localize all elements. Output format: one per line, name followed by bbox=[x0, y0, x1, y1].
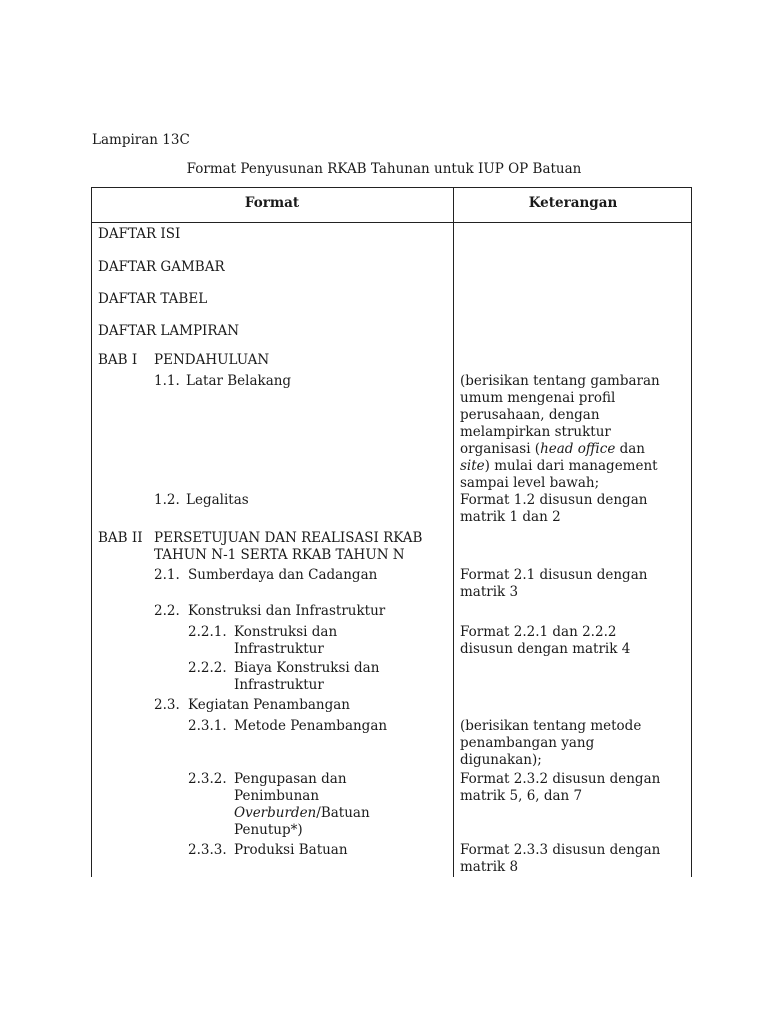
s233-number: 2.3.3. bbox=[188, 842, 227, 858]
document-title: Format Penyusunan RKAB Tahunan untuk IUP OP Batuan bbox=[186, 161, 582, 177]
s232-title: Pengupasan dan Penimbunan Overburden/Batuan Penutup*) bbox=[234, 771, 370, 838]
s22-number: 2.2. bbox=[154, 603, 180, 619]
s21-number: 2.1. bbox=[154, 567, 180, 583]
s222-title: Biaya Konstruksi dan Infrastruktur bbox=[234, 660, 380, 693]
s232-note: Format 2.3.2 disusun dengan matrik 5, 6, dan 7 bbox=[460, 771, 661, 804]
s233-title: Produksi Batuan bbox=[234, 842, 348, 858]
s231-title: Metode Penambangan bbox=[234, 718, 388, 734]
s221-number: 2.2.1. bbox=[188, 624, 227, 640]
s221-title: Konstruksi dan Infrastruktur bbox=[234, 624, 338, 657]
bab2-title: PERSETUJUAN DAN REALISASI RKAB TAHUN N-1 SERTA RKAB TAHUN N bbox=[154, 530, 423, 563]
s222-number: 2.2.2. bbox=[188, 660, 227, 676]
s21-title: Sumberdaya dan Cadangan bbox=[188, 567, 378, 583]
s12-note: Format 1.2 disusun dengan matrik 1 dan 2 bbox=[460, 492, 648, 525]
page-label: Lampiran 13C bbox=[92, 132, 190, 148]
s11-note: (berisikan tentang gambaran umum mengenai profil perusahaan, dengan melampirkan struktur organisasi (head office dan site) mulai dari management sampai level bawah; bbox=[460, 373, 660, 491]
s231-number: 2.3.1. bbox=[188, 718, 227, 734]
s22-title: Konstruksi dan Infrastruktur bbox=[188, 603, 386, 619]
s12-title: Legalitas bbox=[186, 492, 249, 508]
item-daftar-gambar: DAFTAR GAMBAR bbox=[98, 259, 225, 275]
s12-number: 1.2. bbox=[154, 492, 180, 508]
bab2-number: BAB II bbox=[98, 530, 143, 546]
s233-note: Format 2.3.3 disusun dengan matrik 8 bbox=[460, 842, 661, 875]
header-rule bbox=[91, 222, 692, 223]
item-daftar-lampiran: DAFTAR LAMPIRAN bbox=[98, 323, 240, 339]
s11-number: 1.1. bbox=[154, 373, 180, 389]
item-daftar-tabel: DAFTAR TABEL bbox=[98, 291, 208, 307]
bab1-number: BAB I bbox=[98, 352, 138, 368]
s22-note: Format 2.2.1 dan 2.2.2 disusun dengan matrik 4 bbox=[460, 624, 631, 657]
column-divider bbox=[453, 187, 454, 877]
header-keterangan: Keterangan bbox=[528, 195, 618, 211]
s23-title: Kegiatan Penambangan bbox=[188, 697, 350, 713]
s21-note: Format 2.1 disusun dengan matrik 3 bbox=[460, 567, 648, 600]
s232-number: 2.3.2. bbox=[188, 771, 227, 787]
s11-title: Latar Belakang bbox=[186, 373, 292, 389]
bab1-title: PENDAHULUAN bbox=[154, 352, 270, 368]
item-daftar-isi: DAFTAR ISI bbox=[98, 226, 181, 242]
s23-number: 2.3. bbox=[154, 697, 180, 713]
s231-note: (berisikan tentang metode penambangan yang digunakan); bbox=[460, 718, 642, 768]
header-format: Format bbox=[244, 195, 300, 211]
